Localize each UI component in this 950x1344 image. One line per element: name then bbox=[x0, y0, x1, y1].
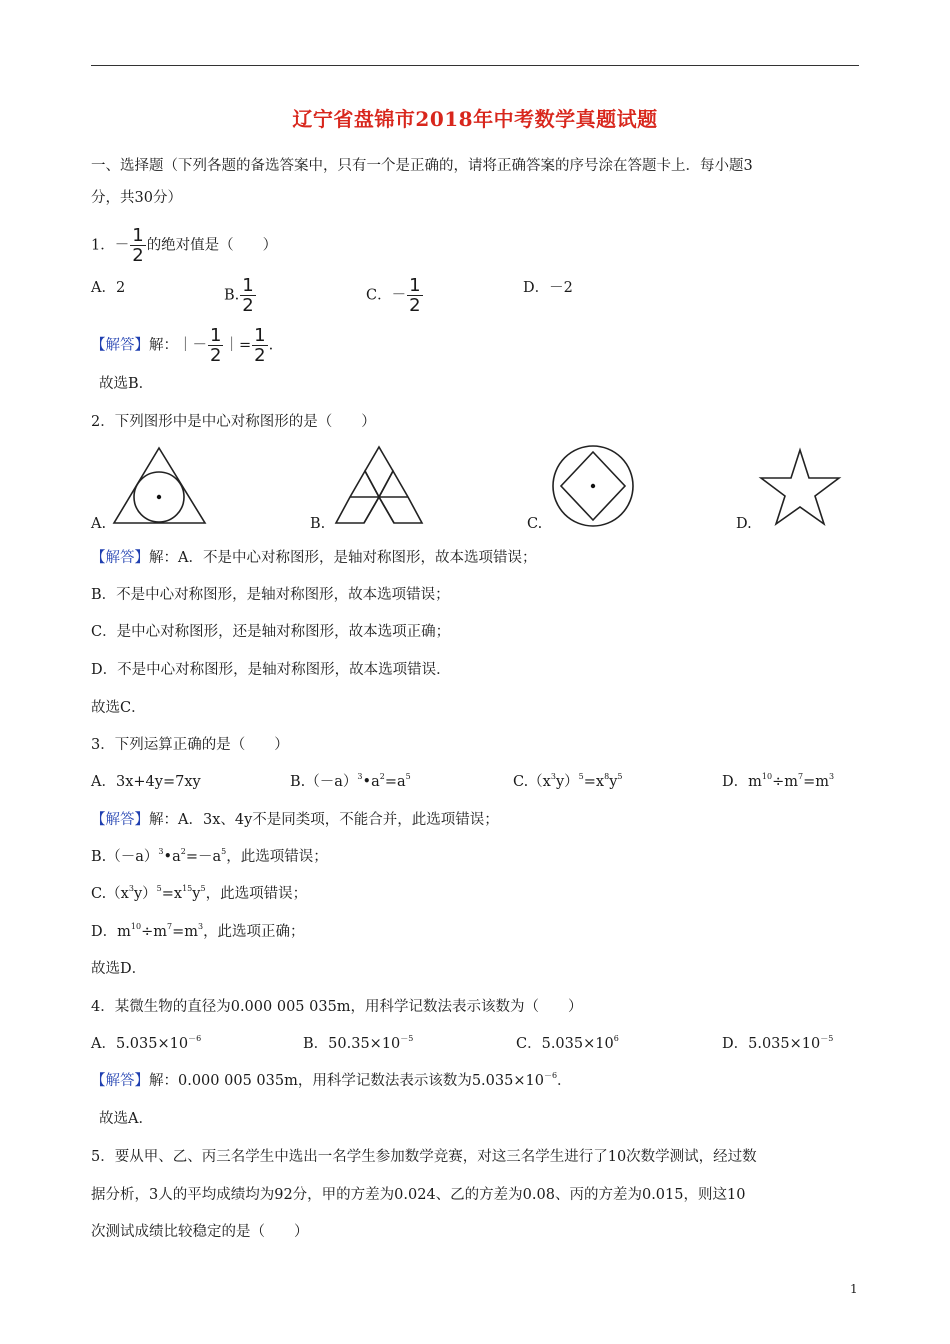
q3-l2-p3: =－a bbox=[185, 849, 222, 865]
q3-option-a: A．3x+4y=7xy bbox=[91, 774, 201, 790]
q3-l2-s1: 3 bbox=[158, 847, 164, 856]
q1-suffix: 的绝对值是（ ） bbox=[146, 237, 278, 254]
q1-option-b-label: B. bbox=[224, 287, 240, 304]
question-3-stem: 3．下列运算正确的是（ ） bbox=[91, 737, 289, 753]
q4-option-d bbox=[722, 1034, 833, 1054]
q3-option-b bbox=[290, 772, 411, 792]
q4-answer-p2: ． bbox=[557, 1073, 572, 1089]
q1-answer-end: . bbox=[268, 337, 274, 354]
q3-c-p1: C.（x bbox=[513, 774, 551, 790]
q3-l2-p4: ，此选项错误； bbox=[226, 849, 328, 865]
page-title: 辽宁省盘锦市2018年中考数学真题试题 bbox=[292, 107, 658, 131]
question-5-line1: 5．要从甲、乙、丙三名学生中选出一名学生参加数学竞赛，对这三名学生进行了10次数学测试，经过数 bbox=[91, 1149, 757, 1165]
q1-option-a: A．2 bbox=[91, 280, 126, 296]
q1-answer-frac2 bbox=[252, 326, 267, 365]
question-2-stem: 2．下列图形中是中心对称图形的是（ ） bbox=[91, 414, 376, 430]
q3-answer-tag: 【解答】 bbox=[91, 812, 149, 828]
q4-d-s1: －5 bbox=[820, 1034, 834, 1043]
q3-l3-s3: 15 bbox=[182, 884, 193, 893]
q1-answer-frac2-den: 2 bbox=[254, 345, 266, 366]
q1-fraction bbox=[130, 226, 145, 265]
q1-option-c-num: 1 bbox=[409, 275, 421, 296]
q3-b-s3: 5 bbox=[405, 772, 411, 781]
q1-answer-tag: 【解答】 bbox=[91, 337, 149, 354]
page-number: 1 bbox=[850, 1282, 858, 1296]
figure-c-circle-square bbox=[551, 444, 635, 528]
q1-frac-num: 1 bbox=[132, 225, 144, 246]
q4-a-s1: －6 bbox=[188, 1034, 202, 1043]
q3-l3-s4: 5 bbox=[200, 884, 206, 893]
q1-answer-frac1-num: 1 bbox=[210, 325, 222, 346]
figure-d-star bbox=[760, 448, 840, 526]
q2-answer-line1 bbox=[91, 548, 536, 568]
question-5-line3: 次测试成绩比较稳定的是（ ） bbox=[91, 1224, 309, 1240]
q3-b-s2: 2 bbox=[379, 772, 385, 781]
q3-c-s3: 8 bbox=[604, 772, 610, 781]
q4-answer-p1: 解：0.000 005 035m，用科学记数法表示该数为5.035×10 bbox=[149, 1073, 544, 1089]
q3-l3-p2: y） bbox=[133, 886, 157, 902]
q4-d-p1: D．5.035×10 bbox=[722, 1036, 821, 1052]
q1-option-c bbox=[366, 276, 424, 315]
q4-chosen: 故选A． bbox=[99, 1111, 153, 1127]
q3-l4-p4: ，此选项正确； bbox=[203, 924, 305, 940]
section-instructions-line1: 一、选择题（下列各题的备选答案中，只有一个是正确的，请将正确答案的序号涂在答题卡上．每小题3 bbox=[91, 158, 753, 174]
q1-prefix: 1．－ bbox=[91, 237, 130, 254]
q1-answer-bar1: ｜－ bbox=[178, 337, 207, 354]
q3-option-c bbox=[513, 772, 622, 792]
q3-l3-p4: y bbox=[192, 886, 201, 902]
q3-l3-p5: ，此选项错误； bbox=[205, 886, 308, 902]
q3-answer-line1 bbox=[91, 810, 499, 830]
q2-answer-text1: 解：A．不是中心对称图形，是轴对称图形，故本选项错误； bbox=[149, 550, 537, 566]
figure-a-label: A. bbox=[91, 516, 107, 532]
q4-c-s1: 6 bbox=[613, 1034, 619, 1043]
q1-option-b bbox=[224, 276, 257, 315]
q1-answer-frac1-den: 2 bbox=[210, 345, 222, 366]
q1-option-b-num: 1 bbox=[242, 275, 254, 296]
q1-chosen: 故选B． bbox=[99, 376, 154, 392]
q1-answer-bar2: ｜= bbox=[224, 337, 252, 354]
figure-c-label: C. bbox=[527, 516, 543, 532]
q3-l4-s1: 10 bbox=[130, 922, 142, 931]
q2-answer-tag: 【解答】 bbox=[91, 550, 149, 566]
q3-d-s2: 7 bbox=[797, 772, 804, 781]
q2-answer-line4: D．不是中心对称图形，是轴对称图形，故本选项错误． bbox=[91, 662, 451, 678]
q4-b-p1: B．50.35×10 bbox=[303, 1036, 401, 1052]
q1-option-b-den: 2 bbox=[242, 295, 254, 316]
q4-option-b bbox=[303, 1034, 413, 1054]
q3-b-s1: 3 bbox=[357, 772, 363, 781]
q1-option-c-fraction bbox=[407, 276, 422, 315]
q3-c-p4: y bbox=[609, 774, 618, 790]
q4-option-c bbox=[516, 1034, 619, 1054]
question-1-stem bbox=[91, 226, 277, 265]
q3-d-p2: ÷m bbox=[772, 774, 798, 790]
q1-option-c-den: 2 bbox=[409, 295, 421, 316]
q3-d-p1: D．m bbox=[722, 774, 762, 790]
q3-l4-p1: D．m bbox=[91, 924, 131, 940]
q3-c-s4: 5 bbox=[617, 772, 623, 781]
q3-l4-p3: =m bbox=[172, 924, 198, 940]
q3-l4-s2: 7 bbox=[166, 922, 173, 931]
q4-answer bbox=[91, 1071, 572, 1091]
q1-option-b-fraction bbox=[240, 276, 255, 315]
q4-c-p1: C．5.035×10 bbox=[516, 1036, 614, 1052]
q1-answer-frac1 bbox=[208, 326, 223, 365]
q3-b-p2: •a bbox=[362, 774, 380, 790]
q4-answer-tag: 【解答】 bbox=[91, 1073, 149, 1089]
q1-option-d: D．－2 bbox=[523, 280, 573, 296]
q3-l3-p3: =x bbox=[161, 886, 183, 902]
figure-d-label: D. bbox=[736, 516, 752, 532]
q1-answer-frac2-num: 1 bbox=[254, 325, 266, 346]
q3-l2-s2: 2 bbox=[180, 847, 186, 856]
q3-l4-s3: 3 bbox=[197, 922, 204, 931]
q3-answer-line4 bbox=[91, 922, 305, 942]
section-instructions-line2: 分，共30分） bbox=[91, 190, 182, 206]
figure-b-three-rhombus bbox=[333, 445, 425, 527]
q3-option-d bbox=[722, 772, 834, 792]
q3-l2-p1: B.（－a） bbox=[91, 849, 159, 865]
q4-a-p1: A．5.035×10 bbox=[91, 1036, 189, 1052]
q4-b-s1: －5 bbox=[400, 1034, 414, 1043]
q3-b-p1: B.（－a） bbox=[290, 774, 358, 790]
q3-d-p3: =m bbox=[803, 774, 829, 790]
q2-chosen: 故选C． bbox=[91, 700, 146, 716]
question-5-line2: 据分析，3人的平均成绩均为92分，甲的方差为0.024、乙的方差为0.08、丙的方差为0.015，则这10 bbox=[91, 1187, 746, 1203]
q3-l4-p2: ÷m bbox=[141, 924, 167, 940]
q1-option-c-label: C．－ bbox=[366, 287, 407, 304]
q3-l3-p1: C.（x bbox=[91, 886, 129, 902]
q3-c-s1: 3 bbox=[550, 772, 556, 781]
q3-l3-s2: 5 bbox=[156, 884, 162, 893]
figure-b-label: B. bbox=[310, 516, 326, 532]
q3-answer-text1: 解：A．3x、4y不是同类项，不能合并，此选项错误； bbox=[149, 812, 499, 828]
question-4-stem: 4．某微生物的直径为0.000 005 035m，用科学记数法表示该数为（ ） bbox=[91, 999, 583, 1015]
q3-c-p3: =x bbox=[583, 774, 605, 790]
q2-answer-line3: C．是中心对称图形，还是轴对称图形，故本选项正确； bbox=[91, 624, 451, 640]
q3-l2-s3: 5 bbox=[221, 847, 227, 856]
header-rule bbox=[91, 65, 859, 66]
q1-answer bbox=[91, 326, 273, 365]
q3-c-p2: y） bbox=[555, 774, 579, 790]
q4-option-a bbox=[91, 1034, 201, 1054]
q4-answer-s1: －6 bbox=[543, 1071, 558, 1080]
q1-frac-den: 2 bbox=[132, 245, 144, 266]
q2-answer-line2: B．不是中心对称图形，是轴对称图形，故本选项错误； bbox=[91, 587, 450, 603]
figure-a-triangle-circle bbox=[112, 446, 208, 526]
q3-l2-p2: •a bbox=[163, 849, 181, 865]
q3-d-s3: 3 bbox=[828, 772, 835, 781]
q3-chosen: 故选D． bbox=[91, 961, 147, 977]
q3-answer-line3 bbox=[91, 884, 307, 904]
q3-l3-s1: 3 bbox=[128, 884, 134, 893]
q3-b-p3: =a bbox=[384, 774, 406, 790]
q3-d-s1: 10 bbox=[761, 772, 773, 781]
q3-c-s2: 5 bbox=[578, 772, 584, 781]
q3-answer-line2 bbox=[91, 847, 328, 867]
q1-answer-jie: 解： bbox=[149, 337, 178, 354]
